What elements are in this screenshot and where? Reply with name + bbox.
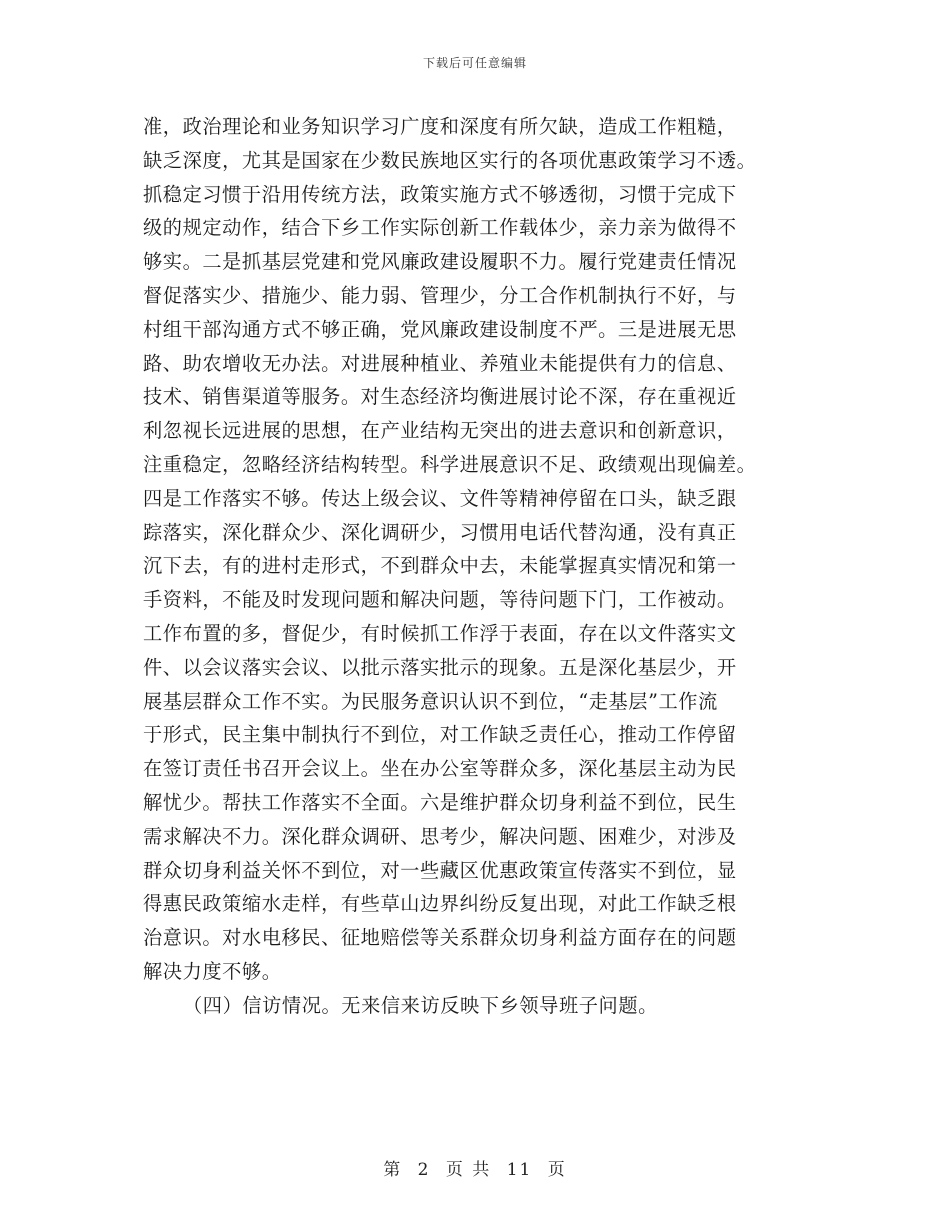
text-line: 群众切身利益关怀不到位，对一些藏区优惠政策宣传落实不到位，显	[143, 858, 737, 882]
text-line: 踪落实，深化群众少、深化调研少，习惯用电话代替沟通，没有真正	[143, 520, 737, 544]
footer-prefix: 第	[383, 1160, 403, 1180]
text-line: 级的规定动作，结合下乡工作实际创新工作载体少，亲力亲为做得不	[143, 216, 737, 240]
text-line: 督促落实少、措施少、能力弱、管理少，分工合作机制执行不好，与	[143, 283, 737, 307]
section-paragraph: （四）信访情况。无来信来访反映下乡领导班子问题。	[183, 993, 658, 1017]
text-line: 路、助农增收无办法。对进展种植业、养殖业未能提供有力的信息、	[143, 351, 737, 375]
text-line: 抓稳定习惯于沿用传统方法，政策实施方式不够透彻，习惯于完成下	[143, 182, 737, 206]
text-line: 手资料，不能及时发现问题和解决问题，等待问题下门，工作被动。	[143, 588, 737, 612]
text-line: 四是工作落实不够。传达上级会议、文件等精神停留在口头，缺乏跟	[143, 486, 737, 510]
text-line: 得惠民政策缩水走样，有些草山边界纠纷反复出现，对此工作缺乏根	[143, 892, 737, 916]
page-header: 下载后可任意编辑	[422, 56, 527, 70]
page-footer	[0, 1155, 950, 1180]
text-line: 技术、销售渠道等服务。对生态经济均衡进展讨论不深，存在重视近	[143, 385, 737, 409]
text-line: 工作布置的多，督促少，有时候抓工作浮于表面，存在以文件落实文	[143, 621, 737, 645]
document-body	[143, 110, 808, 1023]
text-line: 够实。二是抓基层党建和党风廉政建设履职不力。履行党建责任情况	[143, 250, 737, 274]
footer-suffix: 页	[547, 1160, 567, 1180]
text-line: 利忽视长远进展的思想，在产业结构无突出的进去意识和创新意识，	[143, 419, 737, 443]
text-line: 治意识。对水电移民、征地赔偿等关系群众切身利益方面存在的问题	[143, 926, 737, 950]
text-line: 村组干部沟通方式不够正确，党风廉政建设制度不严。三是进展无思	[143, 317, 737, 341]
text-line: 沉下去，有的进村走形式，不到群众中去，未能掌握真实情况和第一	[143, 554, 737, 578]
text-line: 解决力度不够。	[143, 959, 282, 983]
footer-middle: 页 共	[445, 1160, 492, 1180]
footer-total-pages: 11	[506, 1160, 533, 1180]
footer-page-number: 2	[417, 1160, 431, 1180]
text-line: 在签订责任书召开会议上。坐在办公室等群众多，深化基层主动为民	[143, 757, 737, 781]
text-line: 于形式，民主集中制执行不到位，对工作缺乏责任心，推动工作停留	[143, 723, 737, 747]
text-line: 准，政治理论和业务知识学习广度和深度有所欠缺，造成工作粗糙，	[143, 115, 737, 138]
text-line: 需求解决不力。深化群众调研、思考少，解决问题、困难少，对涉及	[143, 824, 737, 848]
text-line: 缺乏深度，尤其是国家在少数民族地区实行的各项优惠政策学习不透。	[143, 148, 757, 172]
text-line: 注重稳定，忽略经济结构转型。科学进展意识不足、政绩观出现偏差。	[143, 452, 757, 476]
text-line: 件、以会议落实会议、以批示落实批示的现象。五是深化基层少，开	[143, 655, 737, 679]
text-line: 解忧少。帮扶工作落实不全面。六是维护群众切身利益不到位，民生	[143, 790, 737, 814]
text-line: 展基层群众工作不实。为民服务意识认识不到位，“走基层”工作流	[143, 689, 718, 713]
